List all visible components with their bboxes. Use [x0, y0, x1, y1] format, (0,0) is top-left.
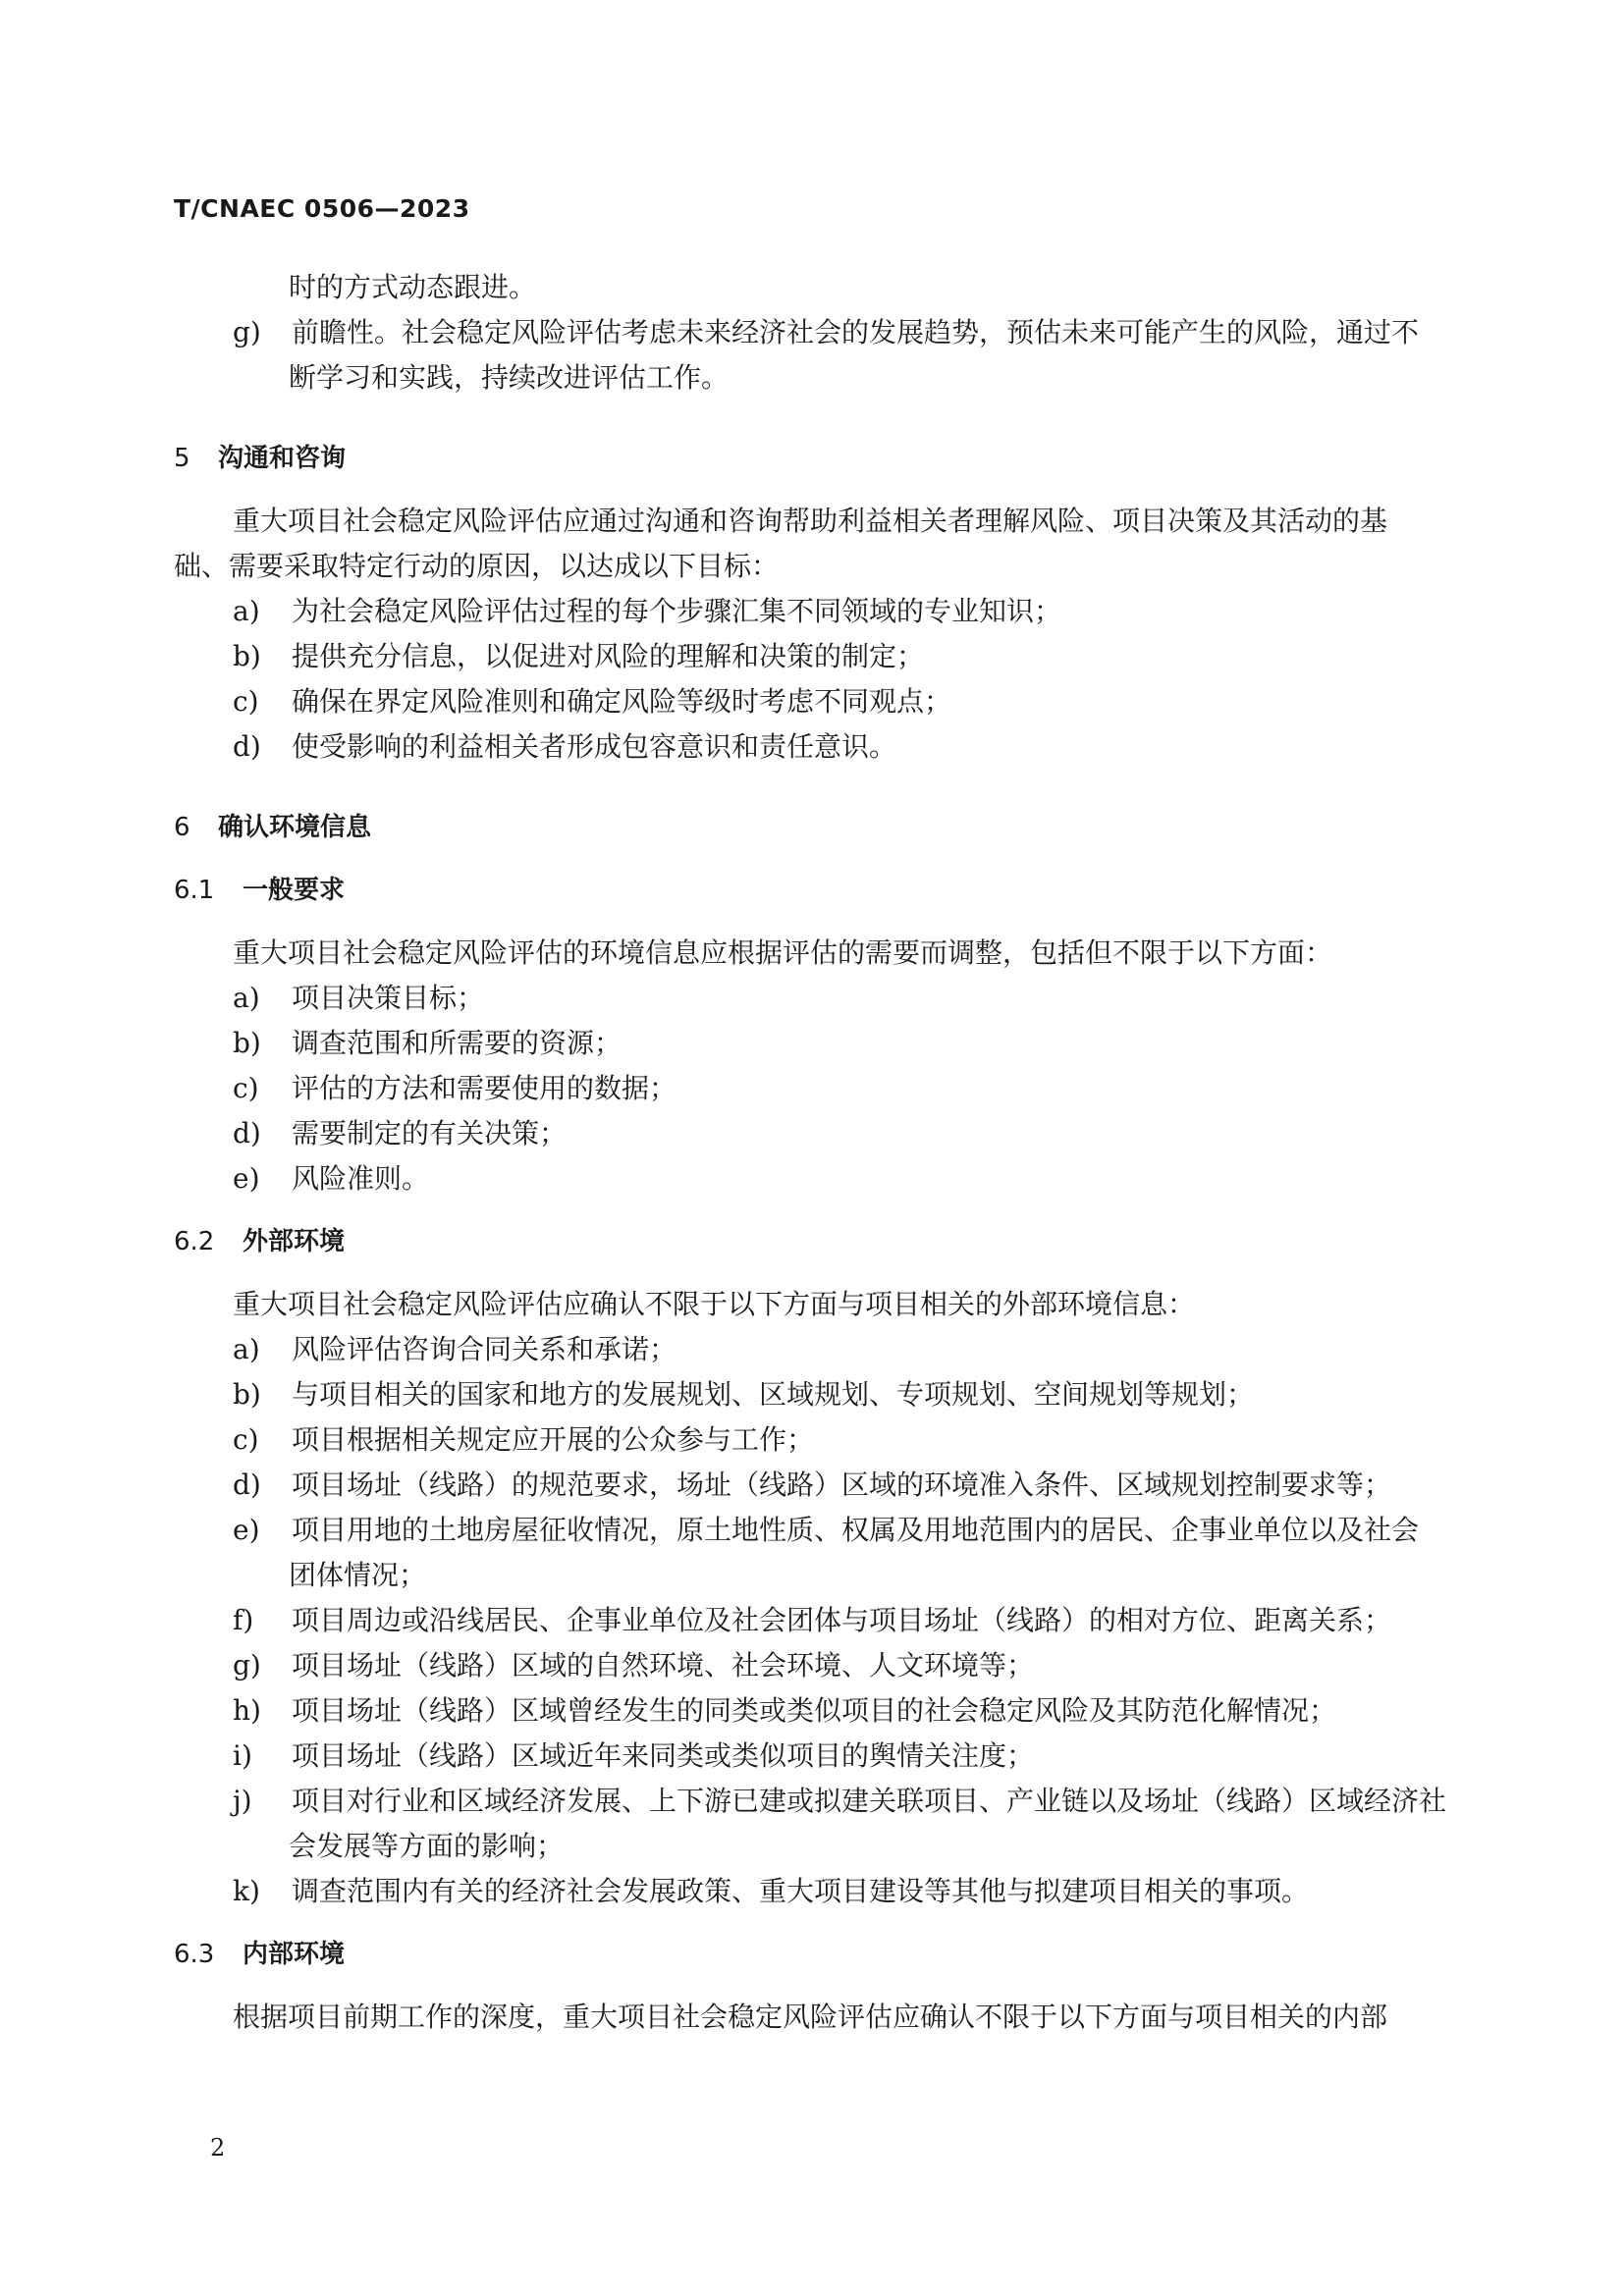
list-text: 风险评估咨询合同关系和承诺；: [292, 1333, 677, 1365]
section-title: 外部环境: [243, 1227, 346, 1256]
list-text: 项目决策目标；: [292, 982, 485, 1014]
paragraph: 重大项目社会稳定风险评估应确认不限于以下方面与项目相关的外部环境信息：: [233, 1288, 1196, 1320]
list-text: 调查范围和所需要的资源；: [292, 1027, 623, 1059]
section-title: 确认环境信息: [218, 813, 372, 842]
list-marker: h): [233, 1694, 261, 1727]
list-text: 调查范围内有关的经济社会发展政策、重大项目建设等其他与拟建项目相关的事项。: [292, 1875, 1310, 1907]
section-6-2-list: [174, 1327, 1450, 1914]
list-item: [174, 1598, 1450, 1643]
list-marker: d): [233, 730, 261, 763]
continuation-text: 时的方式动态跟进。: [289, 271, 537, 303]
list-marker: d): [233, 1117, 261, 1149]
list-marker: g): [233, 1649, 261, 1682]
list-text: 项目场址（线路）的规范要求，场址（线路）区域的环境准入条件、区域规划控制要求等；: [292, 1468, 1392, 1501]
section-number: 5: [174, 444, 190, 473]
section-6-2-heading: [174, 1219, 1450, 1264]
list-text: 项目对行业和区域经济发展、上下游已建或拟建关联项目、产业链以及场址（线路）区域经济社: [292, 1785, 1447, 1817]
list-marker: k): [233, 1875, 260, 1907]
list-item: [174, 1417, 1450, 1463]
list-marker: b): [233, 640, 261, 672]
list-marker: f): [233, 1604, 254, 1636]
list-item: [174, 1372, 1450, 1417]
page-number: 2: [210, 2134, 226, 2162]
section-5-list: [174, 589, 1450, 770]
section-number: 6.2: [174, 1227, 215, 1256]
list-text: 需要制定的有关决策；: [292, 1117, 568, 1149]
list-text: 为社会稳定风险评估过程的每个步骤汇集不同领域的专业知识；: [292, 595, 1062, 627]
list-item: [174, 1066, 1450, 1111]
list-text: 项目根据相关规定应开展的公众参与工作；: [292, 1423, 815, 1456]
list-item: [174, 1111, 1450, 1156]
list-text: 提供充分信息，以促进对风险的理解和决策的制定；: [292, 640, 925, 672]
list-marker: j): [233, 1785, 252, 1817]
list-item: [174, 1021, 1450, 1066]
list-text: 与项目相关的国家和地方的发展规划、区域规划、专项规划、空间规划等规划；: [292, 1378, 1255, 1411]
list-text: 项目场址（线路）区域的自然环境、社会环境、人文环境等；: [292, 1649, 1035, 1682]
paragraph: 重大项目社会稳定风险评估的环境信息应根据评估的需要而调整，包括但不限于以下方面：: [233, 936, 1333, 969]
list-item: [174, 1327, 1450, 1372]
list-item: [174, 724, 1450, 770]
list-continuation: 断学习和实践，持续改进评估工作。: [289, 361, 730, 394]
list-text: 确保在界定风险准则和确定风险等级时考虑不同观点；: [292, 685, 952, 718]
list-text: 使受影响的利益相关者形成包容意识和责任意识。: [292, 730, 897, 763]
list-text: 项目用地的土地房屋征收情况，原土地性质、权属及用地范围内的居民、企事业单位以及社会: [292, 1514, 1420, 1546]
list-continuation: 会发展等方面的影响；: [289, 1830, 565, 1862]
section-title: 内部环境: [243, 1940, 346, 1969]
list-marker: b): [233, 1027, 261, 1059]
paragraph: 根据项目前期工作的深度，重大项目社会稳定风险评估应确认不限于以下方面与项目相关的内部: [233, 2001, 1388, 2033]
list-marker: c): [233, 685, 259, 718]
list-item: [174, 1156, 1450, 1201]
list-marker: g): [233, 316, 261, 348]
section-number: 6: [174, 813, 190, 842]
list-marker: e): [233, 1514, 260, 1546]
list-item: [174, 1734, 1450, 1779]
list-marker: d): [233, 1468, 261, 1501]
list-marker: c): [233, 1072, 259, 1104]
list-marker: a): [233, 1333, 260, 1365]
list-item: [174, 1688, 1450, 1734]
list-item: [174, 1869, 1450, 1914]
document-code: T/CNAEC 0506—2023: [174, 194, 470, 223]
list-item: [174, 1779, 1450, 1824]
list-text: 项目周边或沿线居民、企事业单位及社会团体与项目场址（线路）的相对方位、距离关系；: [292, 1604, 1392, 1636]
paragraph: 重大项目社会稳定风险评估应通过沟通和咨询帮助利益相关者理解风险、项目决策及其活动的基: [233, 505, 1388, 537]
section-5-heading: [174, 436, 1450, 481]
list-item: [174, 976, 1450, 1021]
section-number: 6.3: [174, 1940, 215, 1969]
list-text: 风险准则。: [292, 1162, 430, 1195]
list-item: [174, 1643, 1450, 1688]
list-continuation: 团体情况；: [289, 1559, 427, 1591]
section-title: 沟通和咨询: [218, 444, 347, 473]
list-item: [174, 634, 1450, 679]
list-item: [174, 589, 1450, 634]
list-text: 项目场址（线路）区域曾经发生的同类或类似项目的社会稳定风险及其防范化解情况；: [292, 1694, 1337, 1727]
section-6-3-heading: [174, 1932, 1450, 1977]
list-marker: i): [233, 1739, 252, 1772]
list-item: [174, 310, 1450, 355]
section-number: 6.1: [174, 876, 215, 905]
list-text: 前瞻性。社会稳定风险评估考虑未来经济社会的发展趋势，预估未来可能产生的风险，通过不: [292, 316, 1420, 348]
list-text: 项目场址（线路）区域近年来同类或类似项目的舆情关注度；: [292, 1739, 1035, 1772]
list-marker: e): [233, 1162, 260, 1195]
section-6-1-list: [174, 976, 1450, 1201]
list-marker: b): [233, 1378, 261, 1411]
list-marker: a): [233, 982, 260, 1014]
list-item: [174, 1463, 1450, 1508]
list-item: [174, 1508, 1450, 1553]
list-marker: a): [233, 595, 260, 627]
list-item: [174, 679, 1450, 724]
page-content: [174, 265, 1450, 2040]
paragraph-continuation: 础、需要采取特定行动的原因，以达成以下目标：: [174, 550, 780, 582]
list-marker: c): [233, 1423, 259, 1456]
section-6-1-heading: [174, 868, 1450, 913]
section-title: 一般要求: [243, 876, 346, 905]
section-6-heading: [174, 805, 1450, 850]
list-text: 评估的方法和需要使用的数据；: [292, 1072, 677, 1104]
